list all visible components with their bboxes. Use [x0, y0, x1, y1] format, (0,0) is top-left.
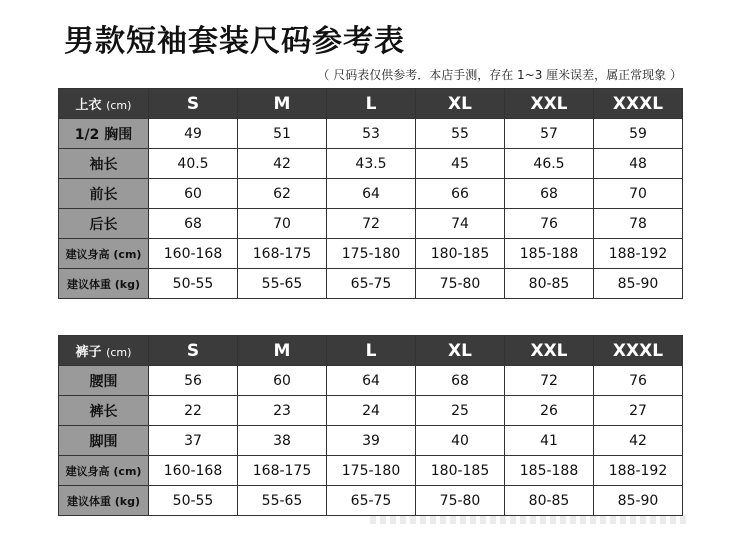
- table-row: [59, 456, 683, 486]
- table-cell: 26: [505, 396, 594, 426]
- table-cell: 175-180: [327, 456, 416, 486]
- table-cell: 55-65: [238, 486, 327, 516]
- row-label: 建议身高 (cm): [59, 239, 149, 269]
- table-cell: 75-80: [416, 269, 505, 299]
- table-cell: 180-185: [416, 239, 505, 269]
- watermark-strip: [370, 516, 690, 524]
- row-label: 1/2 胸围: [59, 119, 149, 149]
- table-row: [59, 209, 683, 239]
- table-row: [59, 119, 683, 149]
- table-cell: 27: [594, 396, 683, 426]
- table-cell: 80-85: [505, 486, 594, 516]
- table-header-row: [59, 336, 683, 366]
- table-row: [59, 149, 683, 179]
- table-row: [59, 486, 683, 516]
- table-cell: 55-65: [238, 269, 327, 299]
- table-cell: 160-168: [149, 456, 238, 486]
- disclaimer-note: （ 尺码表仅供参考．本店手测，存在 1~3 厘米误差，属正常现象 ）: [317, 68, 682, 82]
- table-cell: 168-175: [238, 239, 327, 269]
- row-label: 后长: [59, 209, 149, 239]
- table-cell: 65-75: [327, 486, 416, 516]
- row-label: 建议体重 (kg): [59, 486, 149, 516]
- table-cell: 188-192: [594, 456, 683, 486]
- table-row: [59, 366, 683, 396]
- row-label: 腰围: [59, 366, 149, 396]
- row-label: 建议身高 (cm): [59, 456, 149, 486]
- header-label-text: 裤子: [75, 345, 107, 360]
- table-cell: 50-55: [149, 269, 238, 299]
- size-header-cell: XXL: [505, 336, 594, 366]
- table-cell: 42: [238, 149, 327, 179]
- size-header-cell: M: [238, 89, 327, 119]
- table-cell: 160-168: [149, 239, 238, 269]
- size-header-cell: S: [149, 336, 238, 366]
- table-row: [59, 396, 683, 426]
- table-cell: 68: [416, 366, 505, 396]
- table-cell: 56: [149, 366, 238, 396]
- table-header-label: [59, 336, 149, 366]
- table-cell: 76: [594, 366, 683, 396]
- table-cell: 62: [238, 179, 327, 209]
- table-cell: 68: [505, 179, 594, 209]
- top-size-table: [58, 88, 683, 299]
- header-unit-text: (cm): [106, 346, 132, 359]
- table-cell: 180-185: [416, 456, 505, 486]
- table-header-label: [59, 89, 149, 119]
- table-cell: 74: [416, 209, 505, 239]
- size-header-cell: L: [327, 89, 416, 119]
- size-header-cell: XXXL: [594, 89, 683, 119]
- table-cell: 80-85: [505, 269, 594, 299]
- table-cell: 60: [149, 179, 238, 209]
- table-cell: 72: [505, 366, 594, 396]
- table-cell: 59: [594, 119, 683, 149]
- table-cell: 37: [149, 426, 238, 456]
- table-cell: 45: [416, 149, 505, 179]
- bottom-size-table: [58, 335, 683, 516]
- table-cell: 64: [327, 366, 416, 396]
- table-cell: 25: [416, 396, 505, 426]
- size-header-cell: L: [327, 336, 416, 366]
- table-cell: 78: [594, 209, 683, 239]
- table-cell: 185-188: [505, 239, 594, 269]
- size-header-cell: S: [149, 89, 238, 119]
- table-cell: 64: [327, 179, 416, 209]
- table-cell: 40.5: [149, 149, 238, 179]
- table-cell: 65-75: [327, 269, 416, 299]
- header-label-text: 上衣: [75, 98, 107, 113]
- table-cell: 51: [238, 119, 327, 149]
- table-cell: 50-55: [149, 486, 238, 516]
- table-cell: 22: [149, 396, 238, 426]
- table-cell: 43.5: [327, 149, 416, 179]
- table-cell: 70: [594, 179, 683, 209]
- table-cell: 168-175: [238, 456, 327, 486]
- table-cell: 39: [327, 426, 416, 456]
- table-cell: 185-188: [505, 456, 594, 486]
- size-header-cell: XXXL: [594, 336, 683, 366]
- table-cell: 72: [327, 209, 416, 239]
- table-cell: 41: [505, 426, 594, 456]
- table-cell: 76: [505, 209, 594, 239]
- table-row: [59, 426, 683, 456]
- page-title: 男款短袖套装尺码参考表: [64, 24, 405, 59]
- table-cell: 38: [238, 426, 327, 456]
- size-header-cell: XL: [416, 336, 505, 366]
- table-cell: 60: [238, 366, 327, 396]
- table-cell: 49: [149, 119, 238, 149]
- table-cell: 46.5: [505, 149, 594, 179]
- row-label: 裤长: [59, 396, 149, 426]
- row-label: 前长: [59, 179, 149, 209]
- size-header-cell: XL: [416, 89, 505, 119]
- table-cell: 85-90: [594, 486, 683, 516]
- table-cell: 75-80: [416, 486, 505, 516]
- table-cell: 40: [416, 426, 505, 456]
- table-cell: 53: [327, 119, 416, 149]
- row-label: 袖长: [59, 149, 149, 179]
- table-row: [59, 179, 683, 209]
- table-row: [59, 239, 683, 269]
- table-cell: 23: [238, 396, 327, 426]
- table-cell: 24: [327, 396, 416, 426]
- row-label: 脚围: [59, 426, 149, 456]
- table-header-row: [59, 89, 683, 119]
- table-cell: 48: [594, 149, 683, 179]
- size-header-cell: XXL: [505, 89, 594, 119]
- table-cell: 55: [416, 119, 505, 149]
- table-cell: 66: [416, 179, 505, 209]
- table-cell: 68: [149, 209, 238, 239]
- table-row: [59, 269, 683, 299]
- size-header-cell: M: [238, 336, 327, 366]
- row-label: 建议体重 (kg): [59, 269, 149, 299]
- header-unit-text: (cm): [106, 99, 132, 112]
- table-cell: 175-180: [327, 239, 416, 269]
- table-cell: 57: [505, 119, 594, 149]
- table-cell: 85-90: [594, 269, 683, 299]
- table-cell: 42: [594, 426, 683, 456]
- table-cell: 188-192: [594, 239, 683, 269]
- table-cell: 70: [238, 209, 327, 239]
